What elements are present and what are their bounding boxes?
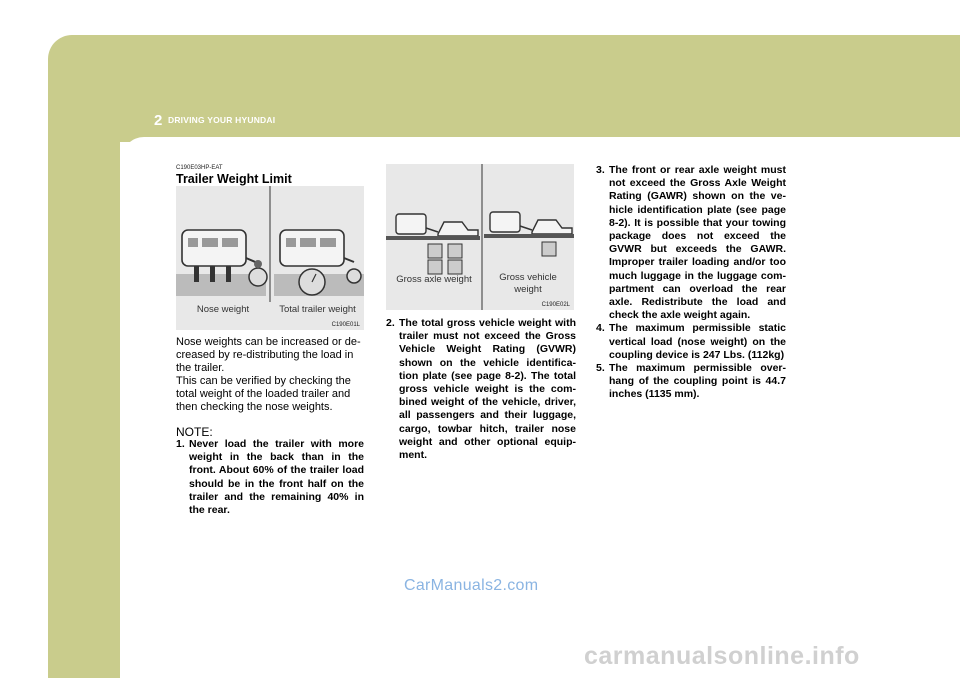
list-item	[176, 438, 364, 517]
right-vehicle-icon	[484, 212, 574, 256]
item-number: 5.	[596, 362, 605, 375]
item-text: The total gross vehicle weight with trailer must not exceed the Gross Vehicle Weight Rating (GVWR) shown on the vehicle identifica-tion plate (see page 8-2). The total gross vehicle weight is the com-bined weight of the vehicle, driver, all passengers and their luggage, cargo, towbar hitch, trailer nose weight and other optional equip-ment.	[399, 317, 576, 462]
item-text: The front or rear axle weight must not exceed the Gross Axle Weight Rating (GAWR) shown on the ve-hicle identification plate (see page 8-2). It is possible that your towing package does not exceed the GVWR but exceeds the GAWR. Improper trailer loading and/or too much luggage in the luggage com-partment can overload the rear axle. Redistribute the load and check the axle weight again.	[609, 164, 786, 322]
side-band	[48, 60, 120, 678]
chapter-title: DRIVING YOUR HYUNDAI	[168, 115, 276, 125]
figure-gross-weights	[386, 164, 574, 310]
header-band	[48, 35, 960, 142]
list-item	[596, 362, 786, 402]
trailer-right-icon	[274, 230, 364, 296]
figure2-code: C190E02L	[541, 302, 570, 308]
figure-trailer-weights	[176, 186, 364, 330]
figure1-label-right: Total trailer weight	[279, 304, 356, 315]
item-text: Never load the trailer with more weight in the back than in the front. About 60% of the trailer load should be in the front half on the trailer and the remaining 40% in the rear.	[189, 438, 364, 517]
note-list-part2	[386, 317, 576, 462]
figure1-code: C190E01L	[331, 322, 360, 328]
list-item	[596, 322, 786, 362]
section-title: Trailer Weight Limit	[176, 172, 292, 186]
section-code: C190E03HP-EAT	[176, 165, 223, 171]
intro-text	[176, 336, 364, 414]
trailer-left-icon	[176, 230, 267, 296]
note-list-part3	[596, 164, 786, 402]
paragraph-2: This can be verified by checking the total weight of the loaded trailer and then checking the nose weights.	[176, 375, 351, 413]
page-number: 28	[150, 140, 161, 150]
note-heading: NOTE:	[176, 425, 213, 439]
figure2-label-left: Gross axle weight	[396, 274, 472, 285]
watermark-bottom: carmanualsonline.info	[584, 642, 860, 670]
item-number: 3.	[596, 164, 605, 176]
chapter-number: 2	[154, 112, 163, 129]
left-vehicle-icon	[386, 214, 480, 274]
list-item	[386, 317, 576, 462]
item-number: 4.	[596, 322, 605, 335]
item-text: The maximum permissible over-hang of the coupling point is 44.7 inches (1135 mm).	[609, 362, 786, 401]
paragraph-1: Nose weights can be increased or de-creased by re-distributing the load in the trailer.	[176, 336, 361, 374]
item-number: 2.	[386, 317, 395, 329]
item-text: The maximum permissible static vertical load (nose weight) on the coupling device is 247 Lbs. (112kg)	[609, 322, 786, 361]
list-item	[596, 164, 786, 322]
item-number: 1.	[176, 438, 185, 450]
figure1-label-left: Nose weight	[196, 304, 250, 315]
note-list-part1	[176, 438, 364, 517]
figure2-label-right: Gross vehicle weight	[499, 272, 557, 295]
watermark-top-text: CarManuals2.com	[404, 577, 539, 594]
